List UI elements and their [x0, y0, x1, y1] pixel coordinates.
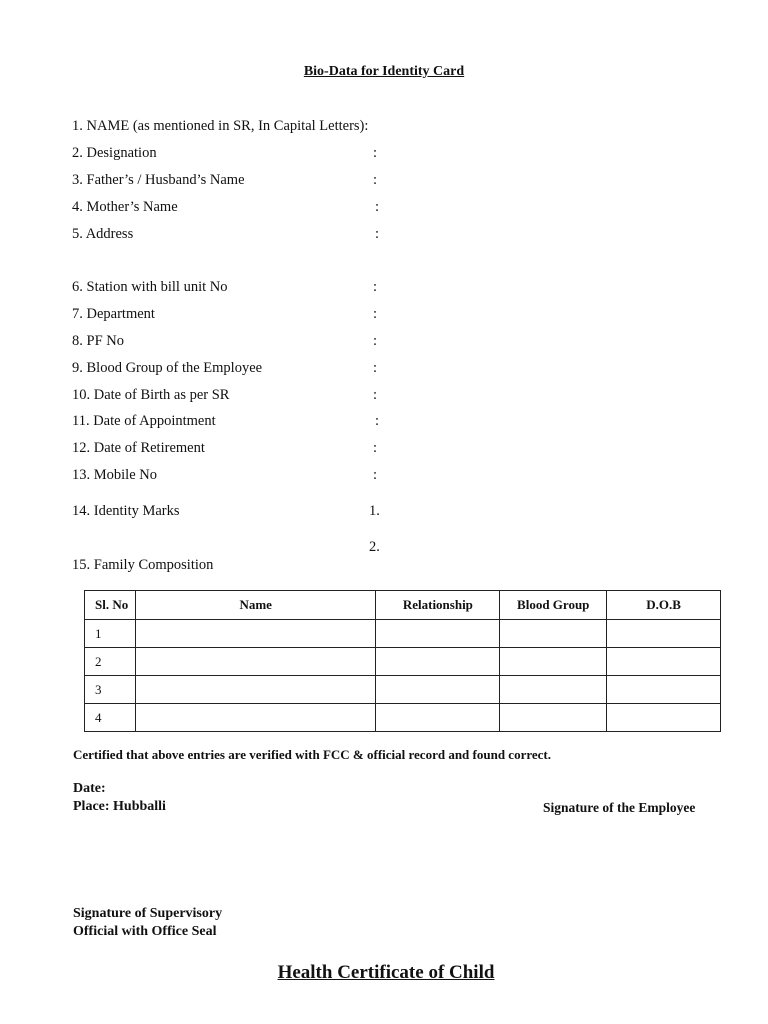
field-pf-colon: : [373, 333, 378, 349]
field-name-label: 1. NAME (as mentioned in SR, In Capital Letters): [72, 118, 369, 134]
supervisory-signature-line1: Signature of Supervisory [73, 906, 223, 921]
field-station-label: 6. Station with bill unit No [72, 279, 228, 295]
field-department-colon: : [373, 306, 378, 322]
field-blood-group-colon: : [373, 360, 378, 376]
field-address-label: 5. Address [72, 226, 134, 242]
cell-name[interactable] [135, 676, 376, 704]
table-header-row [85, 591, 721, 620]
field-mobile-label: 13. Mobile No [72, 467, 157, 483]
place-label: Place: Hubballi [73, 799, 166, 814]
table-row [85, 676, 721, 704]
table-row [85, 648, 721, 676]
field-designation-colon: : [373, 145, 378, 161]
cell-relationship[interactable] [376, 676, 500, 704]
field-appointment-colon: : [375, 413, 380, 429]
cell-dob[interactable] [607, 676, 721, 704]
field-mother-colon: : [375, 199, 380, 215]
field-designation-label: 2. Designation [72, 145, 157, 161]
header-sl-no: Sl. No [85, 591, 136, 620]
family-table [84, 590, 721, 732]
field-appointment-label: 11. Date of Appointment [72, 413, 216, 429]
cell-dob[interactable] [607, 620, 721, 648]
field-department-label: 7. Department [72, 306, 155, 322]
cell-blood-group[interactable] [500, 676, 607, 704]
header-blood-group: Blood Group [500, 591, 607, 620]
cell-sl-no: 4 [85, 704, 136, 732]
field-father-husband-label: 3. Father’s / Husband’s Name [72, 172, 245, 188]
supervisory-signature-line2: Official with Office Seal [73, 924, 217, 939]
field-father-husband-colon: : [373, 172, 378, 188]
field-address-colon: : [375, 226, 380, 242]
certification-text: Certified that above entries are verified with FCC & official record and found correct. [73, 747, 552, 762]
cell-sl-no: 2 [85, 648, 136, 676]
field-mother-label: 4. Mother’s Name [72, 199, 178, 215]
field-retirement-label: 12. Date of Retirement [72, 440, 205, 456]
cell-name[interactable] [135, 620, 376, 648]
cell-blood-group[interactable] [500, 620, 607, 648]
cell-relationship[interactable] [376, 648, 500, 676]
field-pf-label: 8. PF No [72, 333, 124, 349]
identity-mark-2: 2. [369, 539, 380, 555]
employee-signature-label: Signature of the Employee [543, 800, 696, 815]
table-row [85, 704, 721, 732]
field-blood-group-label: 9. Blood Group of the Employee [72, 360, 263, 376]
field-mobile-colon: : [373, 467, 378, 483]
health-certificate-title: Health Certificate of Child [277, 962, 495, 983]
cell-dob[interactable] [607, 648, 721, 676]
cell-name[interactable] [135, 704, 376, 732]
cell-blood-group[interactable] [500, 704, 607, 732]
identity-mark-1: 1. [369, 503, 380, 519]
cell-relationship[interactable] [376, 704, 500, 732]
cell-dob[interactable] [607, 704, 721, 732]
document-title: Bio-Data for Identity Card [303, 64, 465, 79]
cell-sl-no: 1 [85, 620, 136, 648]
table-row [85, 620, 721, 648]
field-family-composition-label: 15. Family Composition [72, 557, 214, 573]
field-station-colon: : [373, 279, 378, 295]
cell-blood-group[interactable] [500, 648, 607, 676]
cell-name[interactable] [135, 648, 376, 676]
cell-relationship[interactable] [376, 620, 500, 648]
date-label: Date: [73, 781, 106, 796]
field-dob-label: 10. Date of Birth as per SR [72, 387, 230, 403]
header-relationship: Relationship [376, 591, 500, 620]
field-dob-colon: : [373, 387, 378, 403]
header-name: Name [135, 591, 376, 620]
field-retirement-colon: : [373, 440, 378, 456]
header-dob: D.O.B [607, 591, 721, 620]
cell-sl-no: 3 [85, 676, 136, 704]
field-identity-marks-label: 14. Identity Marks [72, 503, 180, 519]
